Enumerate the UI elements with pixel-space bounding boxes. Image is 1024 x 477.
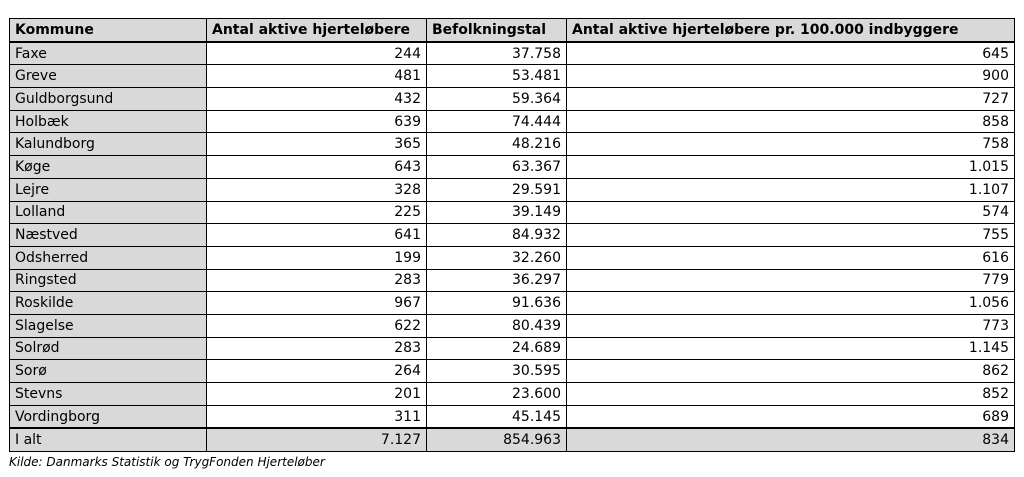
cell-kommune: Solrød xyxy=(10,337,207,360)
total-cell-population: 854.963 xyxy=(427,428,567,451)
table-row xyxy=(10,42,1015,65)
table-row xyxy=(10,360,1015,383)
cell-active-runners: 225 xyxy=(207,201,427,224)
table-row xyxy=(10,337,1015,360)
column-header-population: Befolkningstal xyxy=(427,19,567,42)
cell-population: 74.444 xyxy=(427,110,567,133)
cell-population: 53.481 xyxy=(427,65,567,88)
total-row xyxy=(10,428,1015,451)
cell-active-runners: 639 xyxy=(207,110,427,133)
total-cell-per-100000: 834 xyxy=(567,428,1015,451)
cell-population: 23.600 xyxy=(427,383,567,406)
cell-population: 37.758 xyxy=(427,42,567,65)
cell-kommune: Vordingborg xyxy=(10,405,207,428)
cell-per-100000: 1.015 xyxy=(567,156,1015,179)
cell-per-100000: 1.056 xyxy=(567,292,1015,315)
cell-active-runners: 201 xyxy=(207,383,427,406)
cell-population: 39.149 xyxy=(427,201,567,224)
table-row xyxy=(10,110,1015,133)
cell-population: 32.260 xyxy=(427,246,567,269)
cell-per-100000: 689 xyxy=(567,405,1015,428)
column-header-per-100000: Antal aktive hjerteløbere pr. 100.000 indbyggere xyxy=(567,19,1015,42)
cell-population: 48.216 xyxy=(427,133,567,156)
cell-population: 24.689 xyxy=(427,337,567,360)
table-row xyxy=(10,88,1015,111)
cell-per-100000: 862 xyxy=(567,360,1015,383)
cell-per-100000: 852 xyxy=(567,383,1015,406)
cell-kommune: Kalundborg xyxy=(10,133,207,156)
cell-population: 91.636 xyxy=(427,292,567,315)
table-row xyxy=(10,178,1015,201)
cell-active-runners: 481 xyxy=(207,65,427,88)
table-row xyxy=(10,156,1015,179)
total-cell-active-runners: 7.127 xyxy=(207,428,427,451)
table-row xyxy=(10,405,1015,428)
cell-kommune: Guldborgsund xyxy=(10,88,207,111)
cell-per-100000: 727 xyxy=(567,88,1015,111)
table-row xyxy=(10,133,1015,156)
cell-kommune: Holbæk xyxy=(10,110,207,133)
column-header-active-runners: Antal aktive hjerteløbere xyxy=(207,19,427,42)
cell-per-100000: 645 xyxy=(567,42,1015,65)
cell-population: 59.364 xyxy=(427,88,567,111)
cell-kommune: Odsherred xyxy=(10,246,207,269)
cell-per-100000: 755 xyxy=(567,224,1015,247)
cell-population: 84.932 xyxy=(427,224,567,247)
table-row xyxy=(10,383,1015,406)
hjertelober-table xyxy=(9,18,1015,452)
cell-population: 45.145 xyxy=(427,405,567,428)
cell-kommune: Sorø xyxy=(10,360,207,383)
table-row xyxy=(10,314,1015,337)
cell-active-runners: 643 xyxy=(207,156,427,179)
cell-kommune: Roskilde xyxy=(10,292,207,315)
cell-kommune: Slagelse xyxy=(10,314,207,337)
cell-per-100000: 1.145 xyxy=(567,337,1015,360)
cell-kommune: Køge xyxy=(10,156,207,179)
header-row xyxy=(10,19,1015,42)
cell-per-100000: 773 xyxy=(567,314,1015,337)
cell-per-100000: 1.107 xyxy=(567,178,1015,201)
cell-population: 36.297 xyxy=(427,269,567,292)
cell-active-runners: 622 xyxy=(207,314,427,337)
cell-kommune: Næstved xyxy=(10,224,207,247)
cell-active-runners: 264 xyxy=(207,360,427,383)
cell-kommune: Greve xyxy=(10,65,207,88)
cell-per-100000: 858 xyxy=(567,110,1015,133)
cell-active-runners: 244 xyxy=(207,42,427,65)
cell-per-100000: 779 xyxy=(567,269,1015,292)
data-table-container xyxy=(9,18,1015,452)
cell-kommune: Lejre xyxy=(10,178,207,201)
cell-population: 29.591 xyxy=(427,178,567,201)
cell-active-runners: 967 xyxy=(207,292,427,315)
table-row xyxy=(10,65,1015,88)
table-row xyxy=(10,292,1015,315)
table-row xyxy=(10,224,1015,247)
cell-active-runners: 311 xyxy=(207,405,427,428)
cell-kommune: Lolland xyxy=(10,201,207,224)
source-note: Kilde: Danmarks Statistik og TrygFonden Hjerteløber xyxy=(9,455,325,469)
cell-population: 30.595 xyxy=(427,360,567,383)
table-row xyxy=(10,201,1015,224)
cell-per-100000: 616 xyxy=(567,246,1015,269)
table-row xyxy=(10,246,1015,269)
cell-population: 80.439 xyxy=(427,314,567,337)
cell-population: 63.367 xyxy=(427,156,567,179)
cell-kommune: Ringsted xyxy=(10,269,207,292)
column-header-kommune: Kommune xyxy=(10,19,207,42)
cell-active-runners: 283 xyxy=(207,269,427,292)
cell-per-100000: 758 xyxy=(567,133,1015,156)
total-cell-kommune: I alt xyxy=(10,428,207,451)
cell-per-100000: 900 xyxy=(567,65,1015,88)
cell-kommune: Faxe xyxy=(10,42,207,65)
cell-active-runners: 199 xyxy=(207,246,427,269)
cell-active-runners: 328 xyxy=(207,178,427,201)
cell-active-runners: 432 xyxy=(207,88,427,111)
cell-active-runners: 365 xyxy=(207,133,427,156)
cell-active-runners: 641 xyxy=(207,224,427,247)
cell-kommune: Stevns xyxy=(10,383,207,406)
table-row xyxy=(10,269,1015,292)
cell-per-100000: 574 xyxy=(567,201,1015,224)
cell-active-runners: 283 xyxy=(207,337,427,360)
